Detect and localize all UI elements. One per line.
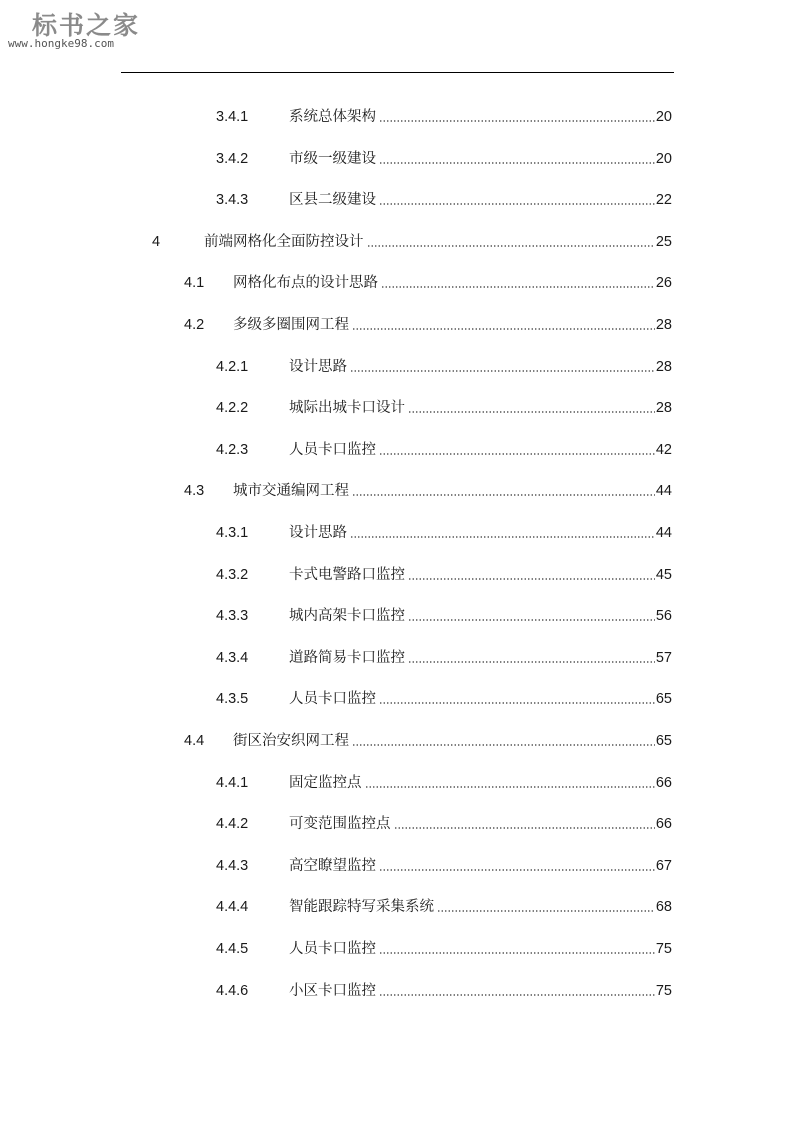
toc-entry-number: 4.4.5	[216, 941, 249, 957]
toc-entry-title: 人员卡口监控	[289, 441, 376, 458]
toc-entry-title: 网格化布点的设计思路	[233, 275, 378, 292]
toc-entry-title: 设计思路	[289, 525, 347, 541]
toc-entry-number: 4.2.1	[216, 358, 249, 375]
toc-entry-page: 25	[655, 233, 672, 250]
toc-entry-title: 智能跟踪特写采集系统	[289, 899, 434, 916]
toc-entry[interactable]	[216, 603, 672, 625]
toc-entry-title: 可变范围监控点	[289, 816, 391, 833]
toc-entry-number: 4.4.1	[216, 774, 249, 791]
toc-dot-leader	[367, 245, 655, 247]
toc-entry-title: 设计思路	[289, 358, 347, 375]
toc-entry-page: 20	[655, 150, 672, 167]
toc-entry-page: 28	[655, 358, 672, 375]
toc-entry[interactable]	[216, 437, 672, 459]
toc-entry[interactable]	[216, 811, 672, 833]
toc-entry[interactable]	[216, 520, 672, 542]
toc-dot-leader	[408, 411, 655, 413]
toc-entry-title: 多级多圈围网工程	[233, 317, 349, 333]
toc-entry-title: 小区卡口监控	[289, 982, 376, 999]
toc-entry-page: 68	[655, 899, 672, 916]
toc-entry-page: 65	[655, 691, 672, 708]
toc-entry-page: 44	[655, 525, 672, 541]
toc-dot-leader	[379, 702, 655, 704]
toc-entry-page: 75	[655, 941, 672, 957]
toc-dot-leader	[379, 453, 655, 455]
toc-entry-number: 3.4.2	[216, 150, 249, 167]
toc-entry[interactable]	[184, 728, 672, 750]
toc-entry-page: 75	[655, 982, 672, 999]
toc-entry-page: 22	[655, 192, 672, 209]
toc-entry-page: 44	[655, 483, 672, 500]
toc-entry[interactable]	[184, 312, 672, 334]
toc-entry-number: 4.1	[184, 275, 205, 292]
toc-entry[interactable]	[216, 187, 672, 209]
toc-dot-leader	[350, 370, 655, 372]
toc-entry-page: 26	[655, 275, 672, 292]
toc-entry-title: 卡式电警路口监控	[289, 566, 405, 583]
toc-entry-number: 3.4.1	[216, 109, 249, 125]
toc-entry-page: 42	[655, 441, 672, 458]
toc-entry-number: 4.3.1	[216, 525, 249, 541]
toc-dot-leader	[408, 578, 655, 580]
toc-dot-leader	[408, 661, 655, 663]
toc-entry-number: 4.3.3	[216, 608, 249, 625]
toc-entry-page: 20	[655, 109, 672, 125]
toc-entry[interactable]	[216, 645, 672, 667]
toc-entry[interactable]	[152, 229, 672, 251]
toc-entry-number: 4.2.2	[216, 400, 249, 417]
toc-entry-title: 道路简易卡口监控	[289, 649, 405, 666]
toc-entry-title: 固定监控点	[289, 774, 362, 791]
toc-entry-title: 人员卡口监控	[289, 691, 376, 708]
toc-entry[interactable]	[216, 354, 672, 376]
toc-entry[interactable]	[216, 104, 672, 126]
toc-entry-page: 28	[655, 400, 672, 417]
toc-dot-leader	[352, 494, 655, 496]
toc-dot-leader	[437, 910, 655, 912]
toc-dot-leader	[379, 952, 655, 954]
toc-dot-leader	[394, 827, 655, 829]
logo-url: www.hongke98.com	[8, 37, 114, 50]
toc-dot-leader	[365, 786, 655, 788]
toc-dot-leader	[408, 619, 655, 621]
toc-dot-leader	[350, 536, 655, 538]
toc-entry-title: 城际出城卡口设计	[289, 400, 405, 417]
toc-entry-page: 65	[655, 733, 672, 749]
toc-entry-number: 4.4.4	[216, 899, 249, 916]
toc-entry-page: 57	[655, 649, 672, 666]
toc-entry-title: 系统总体架构	[289, 109, 376, 125]
toc-entry-title: 城内高架卡口监控	[289, 608, 405, 625]
toc-entry[interactable]	[216, 686, 672, 708]
toc-entry-number: 4.2	[184, 317, 205, 333]
toc-entry-title: 区县二级建设	[289, 192, 376, 209]
toc-entry-number: 4.3.2	[216, 566, 249, 583]
toc-entry-page: 28	[655, 317, 672, 333]
toc-entry[interactable]	[184, 478, 672, 500]
toc-entry[interactable]	[216, 894, 672, 916]
toc-entry-title: 街区治安织网工程	[233, 733, 349, 749]
toc-entry[interactable]	[216, 853, 672, 875]
toc-entry-number: 4.3.5	[216, 691, 249, 708]
toc-entry[interactable]	[216, 936, 672, 958]
toc-entry[interactable]	[216, 146, 672, 168]
logo-title: 标书之家	[32, 11, 141, 40]
toc-entry-title: 市级一级建设	[289, 150, 376, 167]
toc-dot-leader	[379, 162, 655, 164]
toc-entry-number: 4.3	[184, 483, 205, 500]
toc-dot-leader	[379, 869, 655, 871]
toc-entry[interactable]	[216, 562, 672, 584]
toc-dot-leader	[379, 203, 655, 205]
toc-dot-leader	[381, 286, 655, 288]
toc-dot-leader	[379, 120, 655, 122]
toc-entry[interactable]	[216, 395, 672, 417]
toc-entry-title: 高空瞭望监控	[289, 857, 376, 874]
toc-entry[interactable]	[216, 770, 672, 792]
toc-entry-page: 45	[655, 566, 672, 583]
toc-entry-page: 67	[655, 857, 672, 874]
toc-entry-number: 4.4.3	[216, 857, 249, 874]
toc-entry-number: 4.3.4	[216, 649, 249, 666]
toc-entry-page: 66	[655, 774, 672, 791]
toc-dot-leader	[352, 744, 655, 746]
toc-entry-number: 4	[152, 233, 161, 250]
toc-entry-title: 城市交通编网工程	[233, 483, 349, 500]
toc-entry-number: 4.2.3	[216, 441, 249, 458]
toc-entry-number: 3.4.3	[216, 192, 249, 209]
toc-dot-leader	[352, 328, 655, 330]
toc-entry-page: 66	[655, 816, 672, 833]
toc-entry-number: 4.4	[184, 733, 205, 749]
toc-entry-number: 4.4.6	[216, 982, 249, 999]
toc-entry[interactable]	[184, 270, 672, 292]
toc-entry-number: 4.4.2	[216, 816, 249, 833]
toc-entry[interactable]	[216, 978, 672, 1000]
toc-dot-leader	[379, 994, 655, 996]
toc-entry-title: 前端网格化全面防控设计	[204, 233, 364, 250]
toc-entry-title: 人员卡口监控	[289, 941, 376, 957]
toc-entry-page: 56	[655, 608, 672, 625]
